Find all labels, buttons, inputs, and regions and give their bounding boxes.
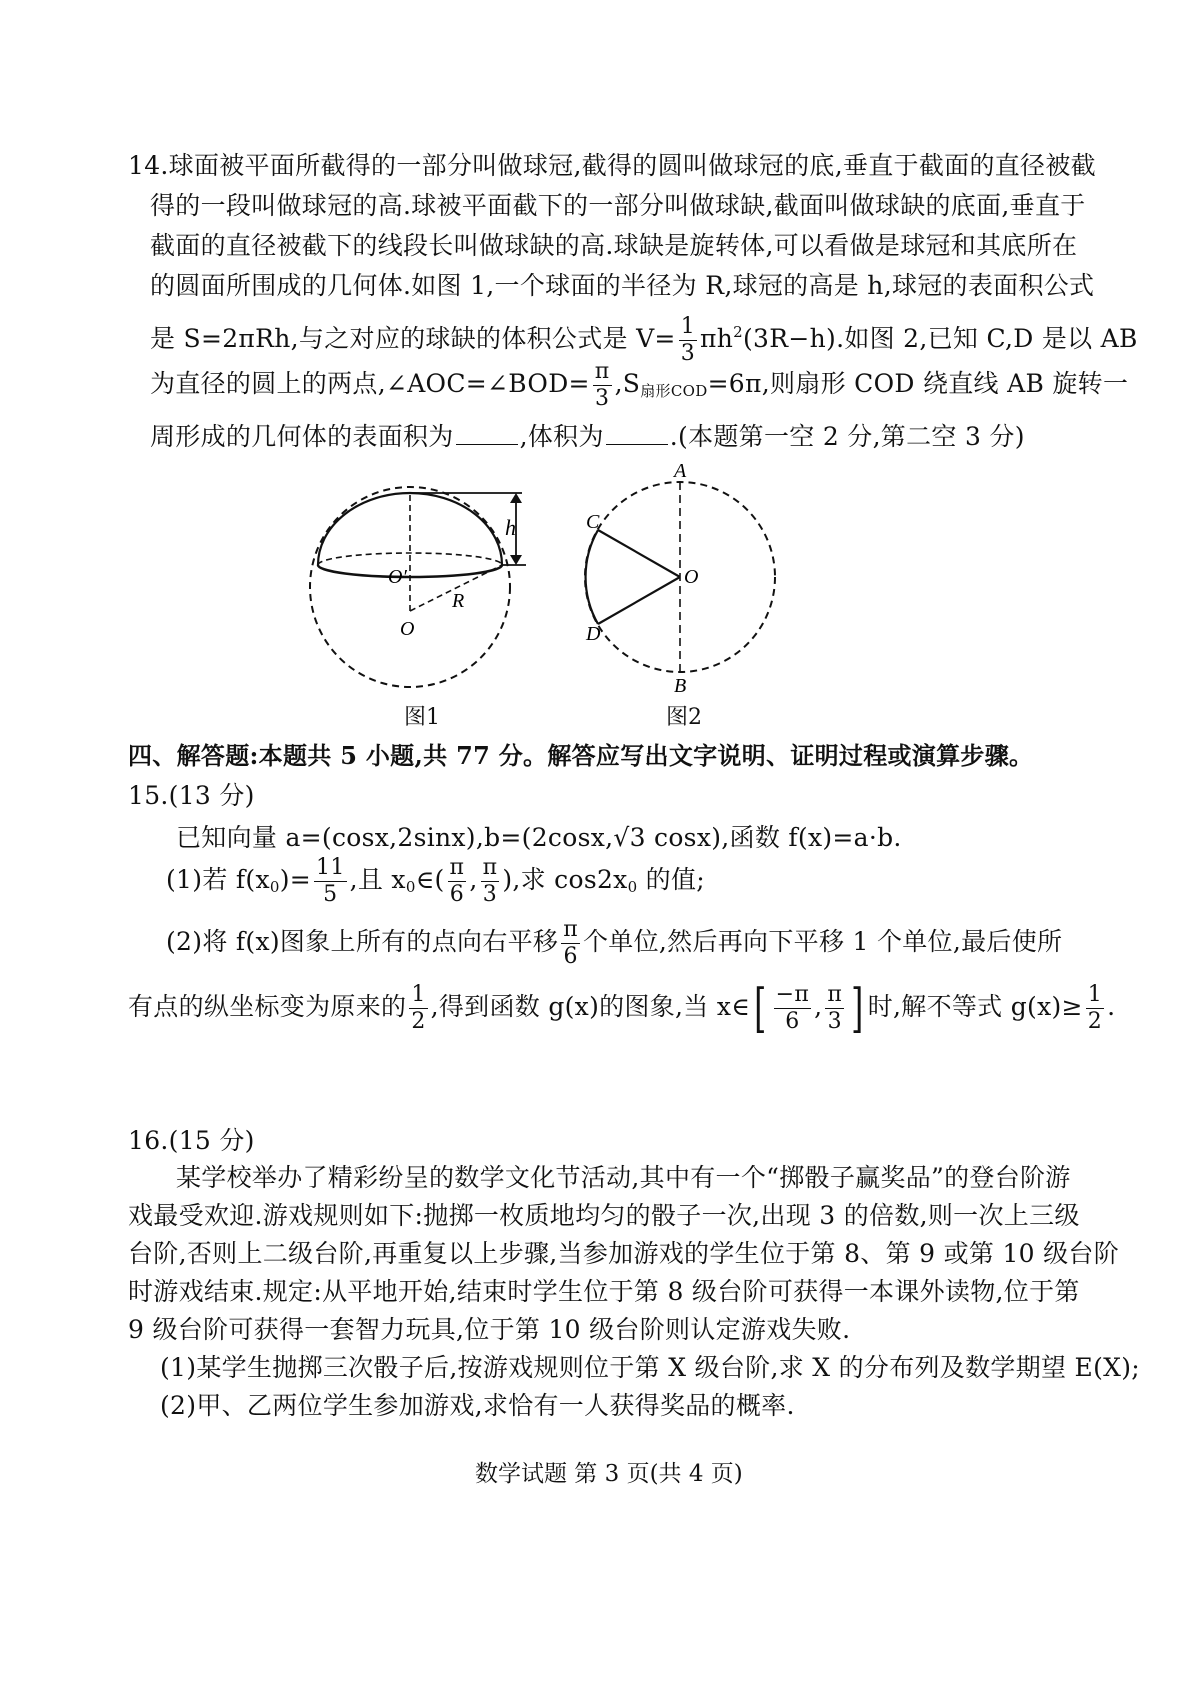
label-c: C — [586, 511, 600, 533]
q15-header: 15.(13 分) — [128, 781, 255, 810]
right-bracket-icon: ] — [851, 978, 864, 1039]
label-o: O — [684, 566, 699, 588]
radius-od — [598, 577, 680, 624]
answer-blank-1[interactable] — [456, 420, 518, 445]
height-arrow-head-bottom — [510, 555, 522, 565]
q15-part-1 — [166, 848, 705, 919]
q16-part-2: (2)甲、乙两位学生参加游戏,求恰有一人获得奖品的概率. — [160, 1391, 795, 1420]
fraction-numerator: π — [827, 982, 843, 1007]
label-d: D — [586, 623, 601, 645]
arc-cd — [586, 530, 598, 624]
q15-p2-text-b: 个单位,然后再向下平移 1 个单位,最后使所 — [583, 927, 1063, 956]
fraction-numerator: 11 — [316, 855, 345, 880]
q16-line-4: 时游戏结束.规定:从平地开始,结束时学生位于第 8 级台阶可获得一本课外读物,位于第 — [128, 1277, 1080, 1306]
q14-line-7 — [150, 420, 1025, 453]
q15-p3-text-b: ,得到函数 g(x)的图象,当 x∈ — [430, 992, 751, 1021]
fraction-denominator: 2 — [411, 1009, 426, 1034]
q14-line-5-text-b: πh — [700, 324, 734, 353]
q14-line-7-text-c: .(本题第一空 2 分,第二空 3 分) — [669, 422, 1025, 451]
fraction-numerator: π — [449, 855, 465, 880]
fraction-pi-over-6 — [561, 919, 580, 968]
fraction-denominator: 6 — [563, 944, 578, 969]
fraction-denominator: 3 — [827, 1009, 842, 1034]
fraction-denominator: 6 — [449, 882, 465, 907]
q15-given: 已知向量 a=(cosx,2sinx),b=(2cosx,√3 cosx),函数 f(x)=a·b. — [176, 823, 902, 852]
q15-p1-text-e: , — [469, 865, 478, 894]
figure-1-sphere-cap — [300, 485, 560, 695]
q14-line-3: 截面的直径被截下的线段长叫做球缺的高.球缺是旋转体,可以看做是球冠和其底所在 — [150, 231, 1078, 260]
label-r: R — [452, 590, 465, 612]
q15-p1-text-f: ),求 cos2x — [502, 865, 628, 894]
q16-header: 16.(15 分) — [128, 1126, 255, 1155]
q14-line-5-text-c: (3R−h).如图 2,已知 C,D 是以 AB — [742, 324, 1138, 353]
fraction-numerator: π — [482, 855, 498, 880]
left-bracket-icon: [ — [754, 978, 767, 1039]
fraction-one-half — [409, 984, 427, 1033]
fraction-pi-over-3 — [481, 857, 500, 906]
q14-line-6 — [150, 352, 1128, 423]
subscript-0: 0 — [269, 878, 280, 896]
q16-line-3: 台阶,否则上二级台阶,再重复以上步骤,当参加游戏的学生位于第 8、第 9 或第 10 级台阶 — [128, 1239, 1119, 1268]
q15-p1-text-a: (1)若 f(x — [166, 865, 270, 894]
fraction-denominator: 6 — [785, 1009, 800, 1034]
q16-line-2: 戏最受欢迎.游戏规则如下:抛掷一枚质地均匀的骰子一次,出现 3 的倍数,则一次上三级 — [128, 1201, 1080, 1230]
fraction-denominator: 3 — [482, 882, 498, 907]
q14-line-7-text-a: 周形成的几何体的表面积为 — [150, 422, 454, 451]
q15-p1-text-d: ∈( — [415, 865, 445, 894]
figure-2-sector — [570, 455, 790, 705]
subscript-0: 0 — [405, 878, 416, 896]
fraction-denominator: 2 — [1087, 1009, 1103, 1034]
fraction-11-over-5 — [314, 857, 347, 906]
q14-line-6-text-c: =6π,则扇形 COD 绕直线 AB 旋转一 — [707, 369, 1129, 398]
fraction-neg-pi-over-6 — [774, 984, 812, 1033]
label-a: A — [674, 460, 687, 482]
q15-p1-text-c: ,且 x — [349, 865, 406, 894]
height-arrow-head-top — [510, 493, 522, 503]
fraction-pi-over-6 — [448, 857, 467, 906]
q14-line-6-text-b: ,S — [614, 369, 641, 398]
fraction-numerator: 1 — [1087, 982, 1103, 1007]
superscript-2: 2 — [733, 323, 743, 341]
figure-1-caption: 图1 — [404, 705, 440, 730]
fraction-numerator: −π — [775, 982, 810, 1007]
q15-p2-text-a: (2)将 f(x)图象上所有的点向右平移 — [166, 927, 559, 956]
fraction-denominator: 5 — [323, 882, 338, 907]
q15-p1-text-g: 的值; — [637, 865, 705, 894]
fraction-pi-over-3 — [825, 984, 844, 1033]
section-4-heading: 四、解答题:本题共 5 小题,共 77 分。解答应写出文字说明、证明过程或演算步骤。 — [128, 741, 1034, 770]
q15-part-2 — [166, 910, 1062, 974]
label-o-prime: O′ — [388, 566, 407, 588]
q15-p3-comma: , — [814, 992, 823, 1021]
fraction-denominator: 3 — [595, 386, 610, 411]
fraction-one-half — [1086, 984, 1104, 1033]
q16-part-1: (1)某学生抛掷三次骰子后,按游戏规则位于第 X 级台阶,求 X 的分布列及数学期望 E(X); — [160, 1353, 1141, 1382]
fraction-denominator: 3 — [680, 341, 695, 366]
figure-2-caption: 图2 — [666, 705, 702, 730]
q15-part-2-continued — [128, 975, 1115, 1039]
answer-blank-2[interactable] — [606, 420, 668, 445]
q16-line-5: 9 级台阶可获得一套智力玩具,位于第 10 级台阶则认定游戏失败. — [128, 1315, 851, 1344]
subscript-0: 0 — [627, 878, 638, 896]
fraction-pi-over-3 — [593, 361, 612, 410]
q16-line-1: 某学校举办了精彩纷呈的数学文化节活动,其中有一个“掷骰子赢奖品”的登台阶游 — [176, 1163, 1071, 1192]
q14-line-4: 的圆面所围成的几何体.如图 1,一个球面的半径为 R,球冠的高是 h,球冠的表面积公式 — [150, 271, 1095, 300]
fraction-numerator: 1 — [680, 314, 695, 339]
q15-p3-text-a: 有点的纵坐标变为原来的 — [128, 992, 407, 1021]
q15-p3-text-c: 时,解不等式 g(x)≥ — [867, 992, 1083, 1021]
q14-line-1: 14.球面被平面所截得的一部分叫做球冠,截得的圆叫做球冠的底,垂直于截面的直径被截 — [128, 151, 1096, 180]
q15-p3-text-d: . — [1107, 992, 1116, 1021]
q15-p1-text-b: )= — [279, 865, 312, 894]
subscript-sector: 扇形COD — [640, 382, 708, 400]
q14-line-5-text-a: 是 S=2πRh,与之对应的球缺的体积公式是 V= — [150, 324, 676, 353]
fraction-numerator: 1 — [411, 982, 426, 1007]
fraction-numerator: π — [594, 359, 610, 384]
label-b: B — [674, 675, 687, 697]
q14-line-2: 得的一段叫做球冠的高.球被平面截下的一部分叫做球缺,截面叫做球缺的底面,垂直于 — [150, 191, 1086, 220]
q14-line-6-text-a: 为直径的圆上的两点,∠AOC=∠BOD= — [150, 369, 590, 398]
fraction-numerator: π — [563, 917, 578, 942]
label-o: O — [400, 618, 415, 640]
q14-line-7-text-b: ,体积为 — [519, 422, 604, 451]
page-footer: 数学试题 第 3 页(共 4 页) — [475, 1461, 743, 1487]
label-h: h — [505, 515, 516, 540]
radius-oc — [598, 530, 680, 577]
